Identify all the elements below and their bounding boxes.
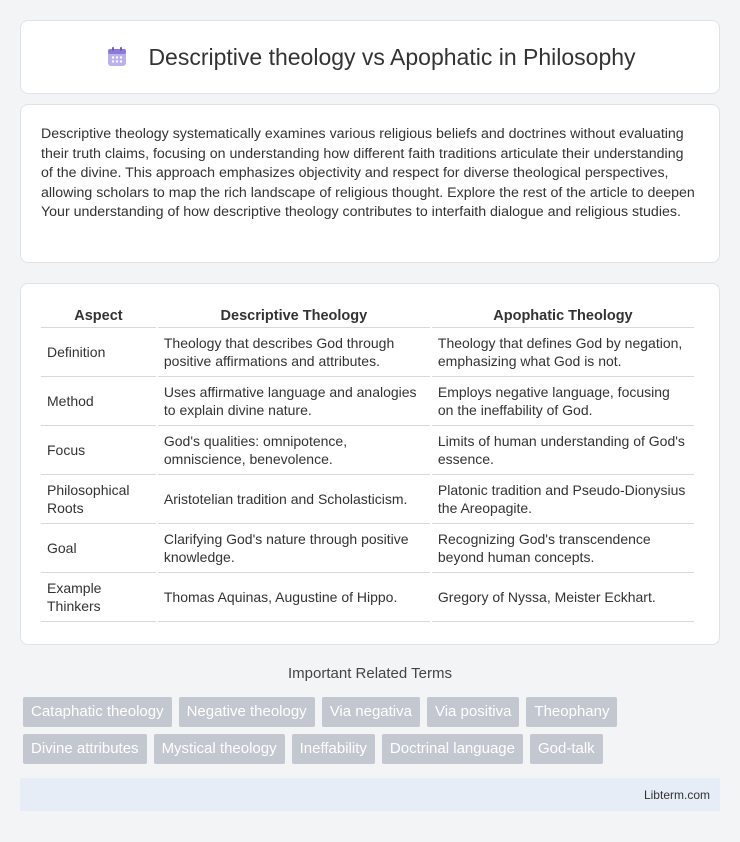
- header-aspect: Aspect: [41, 302, 156, 328]
- tag-theophany[interactable]: Theophany: [526, 697, 617, 727]
- apophatic-cell: Platonic tradition and Pseudo-Dionysius the Areopagite.: [432, 475, 694, 524]
- apophatic-cell: Theology that defines God by negation, emphasizing what God is not.: [432, 328, 694, 377]
- descriptive-cell: God's qualities: omnipotence, omniscience, benevolence.: [158, 426, 430, 475]
- table-row: [41, 426, 694, 475]
- tag-via-positiva[interactable]: Via positiva: [427, 697, 519, 727]
- header-apophatic-theology: Apophatic Theology: [432, 302, 694, 328]
- table-row: [41, 475, 694, 524]
- table-row: [41, 377, 694, 426]
- table-row: [41, 573, 694, 622]
- footer: [20, 778, 720, 811]
- tag-god-talk[interactable]: God-talk: [530, 734, 603, 764]
- related-terms-title: Important Related Terms: [288, 665, 452, 682]
- page-title: Descriptive theology vs Apophatic in Philosophy: [148, 43, 636, 70]
- tag-doctrinal-language[interactable]: Doctrinal language: [382, 734, 523, 764]
- tag-mystical-theology[interactable]: Mystical theology: [154, 734, 285, 764]
- apophatic-cell: Recognizing God's transcendence beyond human concepts.: [432, 524, 694, 573]
- tag-cataphatic-theology[interactable]: Cataphatic theology: [23, 697, 172, 727]
- apophatic-cell: Gregory of Nyssa, Meister Eckhart.: [432, 573, 694, 622]
- aspect-cell: Definition: [41, 328, 156, 377]
- table-header-row: [41, 302, 694, 328]
- descriptive-cell: Clarifying God's nature through positive knowledge.: [158, 524, 430, 573]
- comparison-table: [39, 302, 696, 622]
- apophatic-cell: Employs negative language, focusing on the ineffability of God.: [432, 377, 694, 426]
- header-card: [20, 20, 720, 94]
- descriptive-cell: Theology that describes God through positive affirmations and attributes.: [158, 328, 430, 377]
- aspect-cell: Focus: [41, 426, 156, 475]
- intro-card: [20, 104, 720, 263]
- aspect-cell: Goal: [41, 524, 156, 573]
- tag-negative-theology[interactable]: Negative theology: [179, 697, 315, 727]
- footer-site-link[interactable]: Libterm.com: [643, 787, 710, 802]
- aspect-cell: Method: [41, 377, 156, 426]
- calendar-icon: [104, 44, 130, 70]
- descriptive-cell: Thomas Aquinas, Augustine of Hippo.: [158, 573, 430, 622]
- table-row: [41, 524, 694, 573]
- comparison-table-card: [20, 283, 720, 645]
- table-row: [41, 328, 694, 377]
- tag-via-negativa[interactable]: Via negativa: [322, 697, 420, 727]
- aspect-cell: Philosophical Roots: [41, 475, 156, 524]
- tag-divine-attributes[interactable]: Divine attributes: [23, 734, 147, 764]
- header-descriptive-theology: Descriptive Theology: [158, 302, 430, 328]
- tag-ineffability[interactable]: Ineffability: [292, 734, 375, 764]
- apophatic-cell: Limits of human understanding of God's essence.: [432, 426, 694, 475]
- intro-paragraph: Descriptive theology systematically examines various religious beliefs and doctrines without evaluating their truth claims, focusing on understanding how different faith traditions articulate their understanding of the divine. This approach emphasizes objectivity and respect for diverse theological perspectives, allowing scholars to map the rich landscape of religious thought. Explore the rest of the article to deepen Your understanding of how descriptive theology contributes to interfaith dialogue and religious studies.: [41, 126, 695, 220]
- descriptive-cell: Aristotelian tradition and Scholasticism.: [158, 475, 430, 524]
- aspect-cell: Example Thinkers: [41, 573, 156, 622]
- related-terms-list: [23, 697, 723, 764]
- descriptive-cell: Uses affirmative language and analogies to explain divine nature.: [158, 377, 430, 426]
